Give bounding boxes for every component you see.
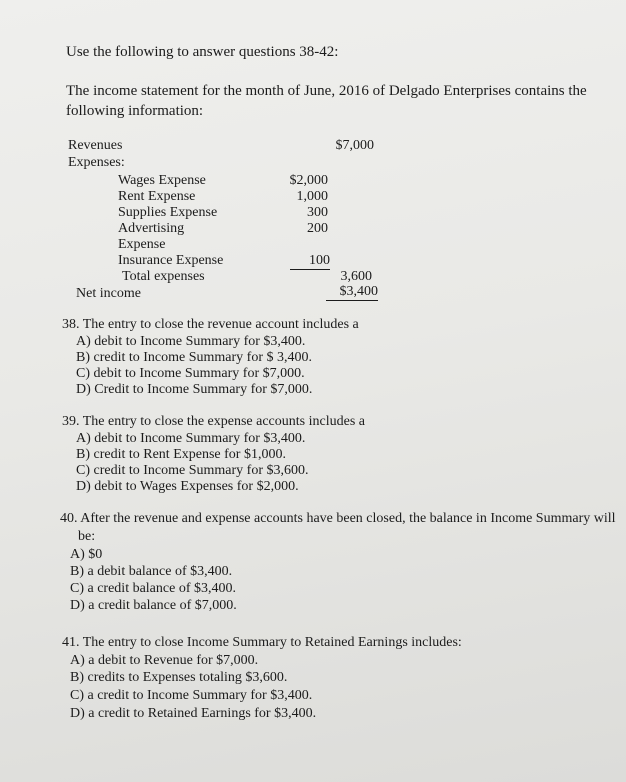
answer-option: B) credits to Expenses totaling $3,600. bbox=[70, 670, 288, 685]
net-income-label: Net income bbox=[76, 286, 141, 301]
statement-intro-line1: The income statement for the month of June, 2016 of Delgado Enterprises contains the bbox=[66, 83, 587, 99]
statement-intro-line2: following information: bbox=[66, 103, 204, 119]
expense-item-label: Advertising bbox=[118, 221, 185, 236]
expense-item-amount: $2,000 bbox=[289, 173, 328, 188]
question-stem: 39. The entry to close the expense accounts includes a bbox=[62, 414, 365, 429]
total-expenses-label: Total expenses bbox=[122, 269, 205, 284]
answer-option: D) debit to Wages Expenses for $2,000. bbox=[76, 479, 299, 494]
question-stem: 41. The entry to close Income Summary to Retained Earnings includes: bbox=[62, 635, 462, 650]
answer-option: C) a credit balance of $3,400. bbox=[70, 581, 236, 596]
answer-option: B) a debit balance of $3,400. bbox=[70, 564, 233, 579]
answer-option: B) credit to Rent Expense for $1,000. bbox=[76, 447, 286, 462]
answer-option: A) debit to Income Summary for $3,400. bbox=[76, 431, 306, 446]
expense-item-label: Insurance Expense bbox=[118, 253, 224, 268]
expenses-label: Expenses: bbox=[68, 155, 125, 170]
expense-item-amount: 1,000 bbox=[296, 189, 328, 204]
answer-option: A) a debit to Revenue for $7,000. bbox=[70, 653, 259, 668]
expense-item-amount: 100 bbox=[290, 254, 330, 270]
expense-item-label: Rent Expense bbox=[118, 189, 196, 204]
total-expenses-amount: 3,600 bbox=[340, 269, 372, 284]
answer-option: A) $0 bbox=[70, 547, 103, 562]
answer-option: D) a credit balance of $7,000. bbox=[70, 598, 237, 613]
answer-option: D) Credit to Income Summary for $7,000. bbox=[76, 382, 313, 397]
question-stem: 38. The entry to close the revenue account includes a bbox=[62, 317, 359, 332]
revenues-amount: $7,000 bbox=[335, 138, 374, 153]
instructions: Use the following to answer questions 38-42: bbox=[66, 44, 339, 60]
answer-option: C) a credit to Income Summary for $3,400. bbox=[70, 688, 313, 703]
expense-item-label: Wages Expense bbox=[118, 173, 206, 188]
answer-option: C) credit to Income Summary for $3,600. bbox=[76, 463, 309, 478]
revenues-label: Revenues bbox=[68, 138, 123, 153]
answer-option: D) a credit to Retained Earnings for $3,400. bbox=[70, 706, 317, 721]
expense-item-amount: 300 bbox=[307, 205, 328, 220]
expense-item-amount: 200 bbox=[307, 221, 328, 236]
answer-option: A) debit to Income Summary for $3,400. bbox=[76, 334, 306, 349]
net-income-amount: $3,400 bbox=[326, 285, 378, 301]
answer-option: C) debit to Income Summary for $7,000. bbox=[76, 366, 305, 381]
question-stem-continued: be: bbox=[78, 529, 96, 544]
answer-option: B) credit to Income Summary for $ 3,400. bbox=[76, 350, 313, 365]
expense-item-label: Expense bbox=[118, 237, 166, 252]
expense-item-label: Supplies Expense bbox=[118, 205, 218, 220]
question-stem: 40. After the revenue and expense accounts have been closed, the balance in Income Summary will bbox=[60, 511, 616, 526]
